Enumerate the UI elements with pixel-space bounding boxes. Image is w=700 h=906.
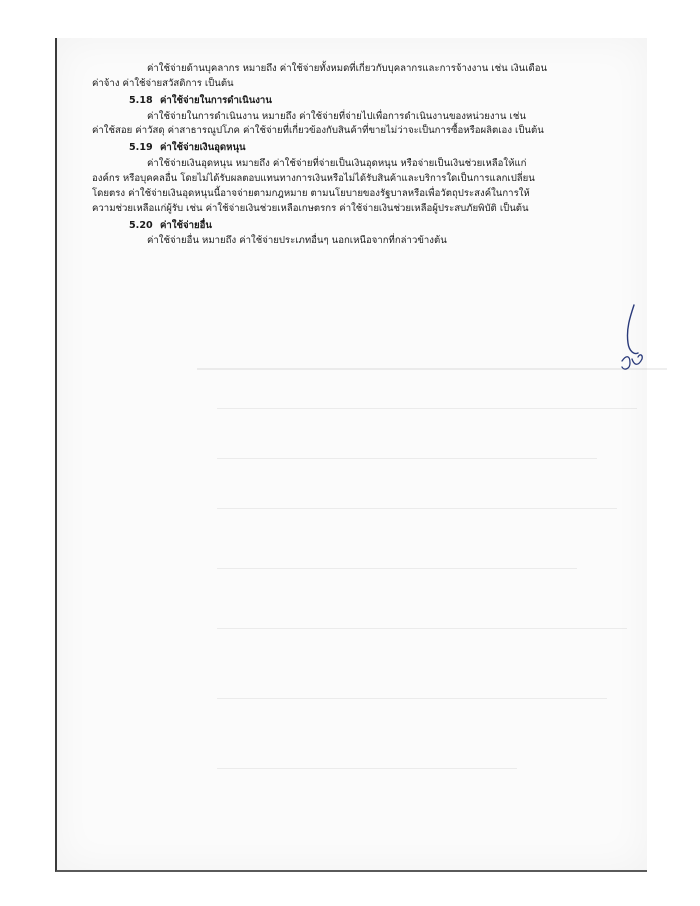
section-title: ค่าใช้จ่ายอื่น (160, 219, 212, 231)
section-number: 5.18 (129, 94, 153, 106)
section-number: 5.20 (129, 219, 153, 231)
document-content (92, 62, 620, 249)
subsidy-expense-line-1: ค่าใช้จ่ายเงินอุดหนุน หมายถึง ค่าใช้จ่ายที่จ่ายเป็นเงินอุดหนุน หรือจ่ายเป็นเงินช่วยเหลือให้แก่ (147, 158, 527, 170)
section-title: ค่าใช้จ่ายเงินอุดหนุน (160, 142, 246, 154)
personnel-expense-line-2: ค่าจ้าง ค่าใช้จ่ายสวัสดิการ เป็นต้น (92, 77, 234, 89)
operating-expense-line-2: ค่าใช้สอย ค่าวัสดุ ค่าสาธารณูปโภค ค่าใช้จ่ายที่เกี่ยวข้องกับสินค้าที่ขายไม่ว่าจะเป็นการซื้อหรือผลิตเอง เป็นต้น (92, 125, 544, 137)
subsidy-expense-line-2: องค์กร หรือบุคคลอื่น โดยไม่ได้รับผลตอบแทนทางการเงินหรือไม่ได้รับสินค้าและบริการใดเป็นการแลกเปลี่ยน (92, 173, 535, 185)
other-expense-line-1: ค่าใช้จ่ายอื่น หมายถึง ค่าใช้จ่ายประเภทอื่นๆ นอกเหนือจากที่กล่าวข้างต้น (147, 235, 447, 247)
subsidy-expense-line-3: โดยตรง ค่าใช้จ่ายเงินอุดหนุนนี้อาจจ่ายตามกฎหมาย ตามนโยบายของรัฐบาลหรือเพื่อวัตถุประสงค์ในการให้ (92, 187, 530, 199)
personnel-expense-line-1: ค่าใช้จ่ายด้านบุคลากร หมายถึง ค่าใช้จ่ายทั้งหมดที่เกี่ยวกับบุคลากรและการจ้างงาน เช่น เงินเดือน (147, 63, 548, 74)
operating-expense-line-1: ค่าใช้จ่ายในการดำเนินงาน หมายถึง ค่าใช้จ่ายที่จ่ายไปเพื่อการดำเนินงานของหน่วยงาน เช่น (147, 110, 526, 122)
section-5-19-heading (92, 141, 620, 156)
subsidy-expense-line-4: ความช่วยเหลือแก่ผู้รับ เช่น ค่าใช้จ่ายเงินช่วยเหลือเกษตรกร ค่าใช้จ่ายเงินช่วยเหลือผู้ประสบภัยพิบัติ เป็นต้น (92, 202, 529, 214)
section-5-18-heading (92, 94, 620, 109)
show-through-background (197, 368, 667, 828)
section-number: 5.19 (129, 142, 153, 154)
handwritten-signature (612, 303, 652, 378)
section-title: ค่าใช้จ่ายในการดำเนินงาน (160, 94, 272, 106)
section-5-20-heading (92, 219, 620, 234)
